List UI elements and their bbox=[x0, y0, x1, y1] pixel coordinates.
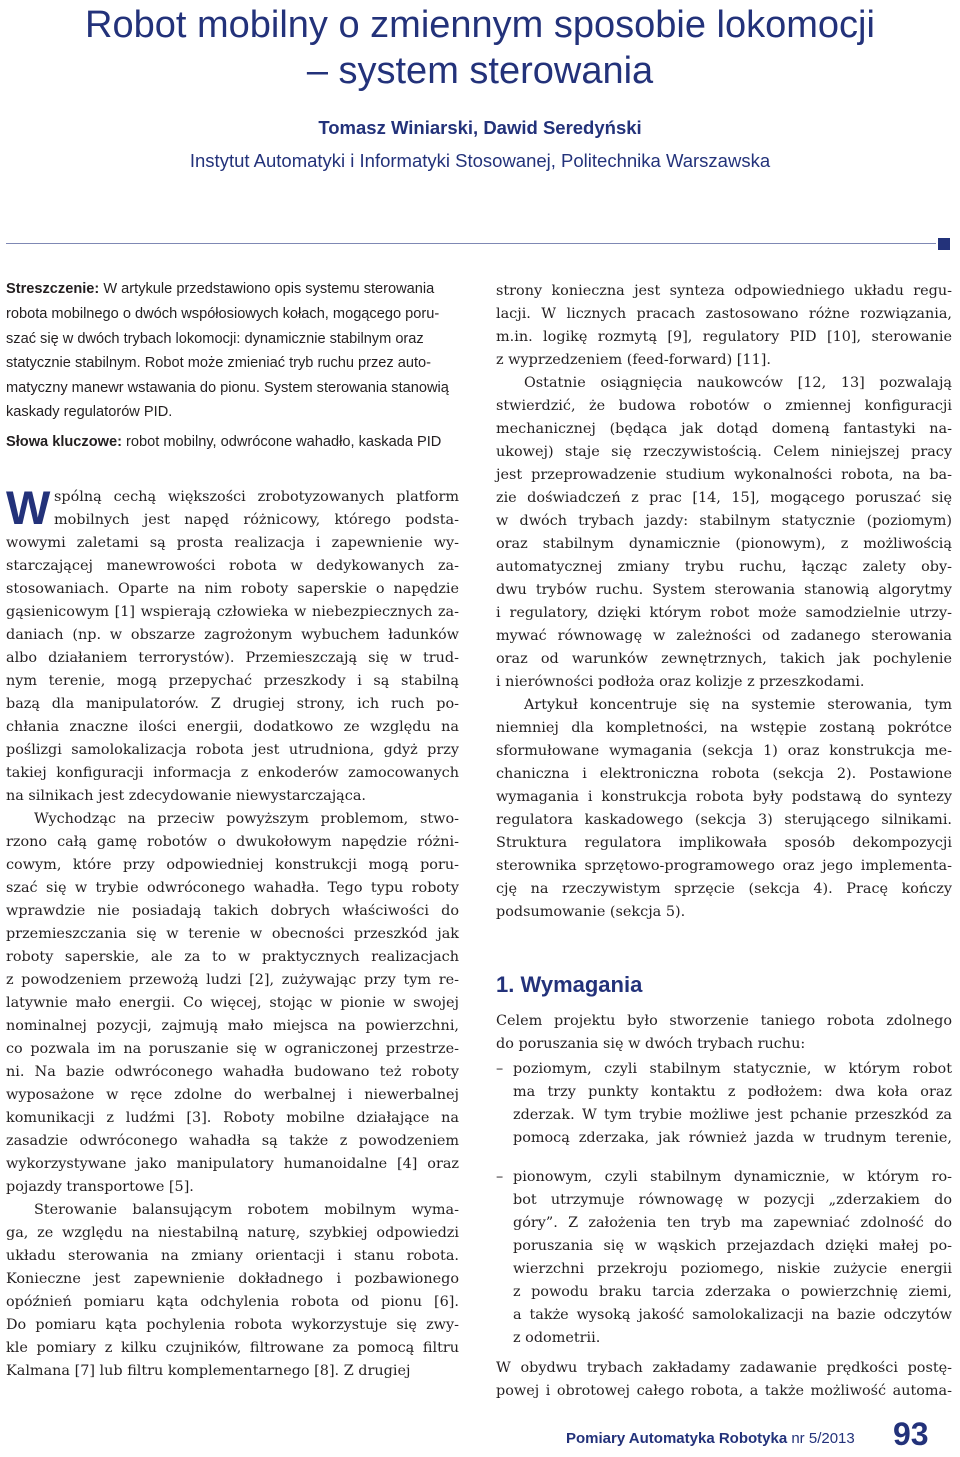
text-line: Wychodząc na przeciw powyższym problemom, stwo- bbox=[34, 811, 459, 827]
header-divider bbox=[6, 243, 936, 244]
text-line: wymagania i konstrukcja robota były podstawą do syntezy bbox=[496, 789, 952, 805]
text-line: bot utrzymuje równowagę w pozycji „zderzakiem do bbox=[513, 1192, 952, 1208]
text-line: kle pomiary z kilku czujników, filtrowane za pomocą filtru bbox=[6, 1340, 459, 1356]
text-line: cję na rzeczywistym sprzęcie (sekcja 4). Pracę kończy bbox=[496, 881, 952, 897]
text-line: stosowaniach. Oparte na nim roboty saperskie o napędzie bbox=[6, 581, 459, 597]
text-line: jest przeprowadzenie studium wykonalności robota, na ba- bbox=[496, 467, 952, 483]
text-line: poziomym, czyli stabilnym statycznie, w którym robot bbox=[513, 1061, 952, 1077]
keywords-label: Słowa kluczowe: bbox=[6, 434, 122, 450]
text-line: latywnie mało energii. Co więcej, stojąc w pionie w swojej bbox=[6, 995, 459, 1011]
text-line: chłania znaczne ilości energii, dodatkowo ze względu na bbox=[6, 719, 459, 735]
keywords bbox=[6, 434, 441, 450]
text-line: z powodzeniem przewożą ludzi [2], zużywając przy tym re- bbox=[6, 972, 459, 988]
text-line: roboty saperskie, ale za to w praktycznych realizacjach bbox=[6, 949, 459, 965]
journal-footer bbox=[566, 1430, 855, 1447]
text-line: wowymi zaletami są prosta realizacja i zapewnienie wy- bbox=[6, 535, 459, 551]
institution: Instytut Automatyki i Informatyki Stosowanej, Politechnika Warszawska bbox=[189, 150, 771, 171]
drop-cap: W bbox=[6, 481, 51, 534]
abstract-line: statycznie stabilnym. Robot może zmieniać tryb ruchu przez auto- bbox=[6, 355, 432, 371]
journal-issue: nr 5/2013 bbox=[791, 1430, 855, 1447]
text-line: z wyprzedzeniem (feed-forward) [11]. bbox=[496, 352, 771, 368]
text-line: spólną cechą większości zrobotyzowanych platform bbox=[54, 489, 459, 505]
abstract-line: matyczny manewr wstawania do pionu. System sterowania stanowią bbox=[6, 380, 449, 396]
bullet-dash: – bbox=[496, 1061, 504, 1077]
text-line: powej i obrotowej całego robota, a także możliwość automa- bbox=[496, 1383, 952, 1399]
text-line: pionowym, czyli stabilnym dynamicznie, w którym ro- bbox=[513, 1169, 952, 1185]
text-line: wprawdzie nie posiadają takich dobrych właściwości do bbox=[6, 903, 459, 919]
text-line: zderzak. W tym trybie możliwe jest pchanie przeszkód za bbox=[513, 1107, 952, 1123]
text-line: Konieczne jest zapewnienie dokładnego i pozbawionego bbox=[6, 1271, 459, 1287]
divider-square-icon bbox=[938, 238, 950, 250]
text-line: ni. Na bazie odwróconego wahadła budowano też roboty bbox=[6, 1064, 459, 1080]
text-line: pomocą zderzaka, jak również jazda w trudnym terenie, bbox=[513, 1130, 952, 1146]
text-line: bazą dla manipulatorów. Z drugiej strony, ich ruch po- bbox=[6, 696, 459, 712]
text-line: przemieszczania się w terenie w obecności przeszkód jak bbox=[6, 926, 459, 942]
text-line: ukowej) staje się rzeczywistością. Celem niniejszej pracy bbox=[496, 444, 952, 460]
text-line: nym terenie, mogą przepychać przeszkody i są stabilną bbox=[6, 673, 459, 689]
text-line: i regulatory, dzięki którym robot może samodzielnie utrzy- bbox=[496, 605, 952, 621]
abstract-line: robota mobilnego o dwóch współosiowych kołach, mogącego poru- bbox=[6, 306, 440, 322]
text-line: Artykuł koncentruje się na systemie sterowania, tym bbox=[524, 697, 952, 713]
text-line: zie doświadczeń z prac [14, 15], mogącego poruszać się bbox=[496, 490, 952, 506]
text-line: oraz od warunków zewnętrznych, takich jak pochylenie bbox=[496, 651, 952, 667]
text-line: lacji. W licznych pracach zastosowano różne rozwiązania, bbox=[496, 306, 952, 322]
text-line: Kalmana [7] lub filtru komplementarnego [8]. Z drugiej bbox=[6, 1363, 411, 1379]
page-number: 93 bbox=[893, 1416, 929, 1452]
text-line: pojazdy transportowe [5]. bbox=[6, 1179, 194, 1195]
text-line: mechanicznej (będąca jak dotąd domeną fantastyki na- bbox=[496, 421, 952, 437]
text-line: poruszania się w wąskich przejazdach dzięki małej po- bbox=[513, 1238, 952, 1254]
paper-title bbox=[0, 2, 960, 94]
section-heading: 1. Wymagania bbox=[496, 972, 643, 997]
text-line: daniach (np. w obszarze zagrożonym wybuchem ładunków bbox=[6, 627, 459, 643]
text-line: i nierówności podłoża oraz kolizje z przeszkodami. bbox=[496, 674, 865, 690]
text-line: ma trzy punkty kontaktu z podłożem: dwa koła oraz bbox=[513, 1084, 952, 1100]
text-line: W obydwu trybach zakładamy zadawanie prędkości postę- bbox=[496, 1360, 952, 1376]
text-line: wyposażone w ręce zdolne do werbalnej i niewerbalnej bbox=[6, 1087, 459, 1103]
text-line: wykorzystywane jako manipulatory humanoidalne [4] oraz bbox=[6, 1156, 459, 1172]
abstract-label: Streszczenie: bbox=[6, 281, 100, 297]
text-line: rzono całą gamę robotów o dwukołowym napędzie różni- bbox=[6, 834, 459, 850]
text-line: takiej konfiguracji informacja z enkoderów zamocowanych bbox=[6, 765, 459, 781]
keywords-text: robot mobilny, odwrócone wahadło, kaskada PID bbox=[126, 434, 442, 450]
abstract-line: kaskady regulatorów PID. bbox=[6, 404, 173, 420]
text-line: chaniczna i elektroniczna robota (sekcja 2). Postawione bbox=[496, 766, 952, 782]
text-line: m.in. logikę rozmytą [9], regulatory PID [10], sterowanie bbox=[496, 329, 952, 345]
abstract-line: Streszczenie: W artykule przedstawiono opis systemu sterowania bbox=[6, 281, 435, 297]
text-line: oraz stabilnym dynamicznie (pionowym), z możliwością bbox=[496, 536, 952, 552]
text-line: gąsienicowym [1] wspierają człowieka w niebezpiecznych za- bbox=[6, 604, 459, 620]
text-line: zasadzie odwróconego wahadła są także z powodzeniem bbox=[6, 1133, 459, 1149]
text-line: Struktura regulatora implikowała sposób dekompozycji bbox=[496, 835, 952, 851]
text-line: Ostatnie osiągnięcia naukowców [12, 13] pozwalają bbox=[524, 375, 952, 391]
text-line: cowym, które przy odpowiedniej konstrukcji mogą poru- bbox=[6, 857, 459, 873]
text-line: albo działaniem terrorystów). Przemieszczają się w trud- bbox=[6, 650, 459, 666]
text-line: mobilnych jest napęd różnicowy, którego podsta- bbox=[54, 512, 459, 528]
text-line: a także wysoką jakość samolokalizacji na bazie odczytów bbox=[513, 1307, 952, 1323]
text-line: szać się w trybie odwróconego wahadła. Tego typu roboty bbox=[6, 880, 459, 896]
text-line: sformułowane wymagania (sekcja 1) oraz konstrukcja me- bbox=[496, 743, 952, 759]
text-line: wierzchni przekroju poziomego, niskie zużycie energii bbox=[513, 1261, 952, 1277]
text-line: opóźnień pomiaru kąta odchylenia robota od pionu [6]. bbox=[6, 1294, 459, 1310]
abstract-line: szać się w dwóch trybach lokomocji: dynamicznie stabilnym oraz bbox=[6, 331, 424, 347]
text-line: do poruszania się w dwóch trybach ruchu: bbox=[496, 1036, 806, 1052]
text-line: Do pomiaru kąta pochylenia robota wykorzystuje się zwy- bbox=[6, 1317, 459, 1333]
text-line: stwierdzić, że budowa robotów o zmiennej konfiguracji bbox=[496, 398, 952, 414]
bullet-dash: – bbox=[496, 1169, 504, 1185]
authors: Tomasz Winiarski, Dawid Seredyński bbox=[318, 117, 642, 138]
text-line: automatycznej zmiany trybu ruchu, łącząc zalety oby- bbox=[496, 559, 952, 575]
text-line: co pozwala im na poruszanie się w ograniczonej przestrze- bbox=[6, 1041, 459, 1057]
text-line: z odometrii. bbox=[513, 1330, 601, 1346]
text-line: mywać równowagę w zależności od zadanego sterowania bbox=[496, 628, 952, 644]
text-line: regulatora kaskadowego (sekcja 3) sterującego silnikami. bbox=[496, 812, 952, 828]
journal-name: Pomiary Automatyka Robotyka bbox=[566, 1430, 788, 1447]
text-line: Celem projektu było stworzenie taniego robota zdolnego bbox=[496, 1013, 952, 1029]
text-line: niemniej dla kompletności, na wstępie zostaną pokrótce bbox=[496, 720, 952, 736]
text-line: z powodu braku tarcia zderzaka o powierzchnię ziemi, bbox=[513, 1284, 952, 1300]
text-line: w dwóch trybach jazdy: stabilnym statycznie (poziomym) bbox=[496, 513, 952, 529]
text-line: dwu trybów ruchu. System sterowania stanowią algorytmy bbox=[496, 582, 952, 598]
title-line-2: – system sterowania bbox=[306, 50, 654, 92]
text-line: podsumowanie (sekcja 5). bbox=[496, 904, 686, 920]
text-line: sterownika sprzętowo-programowego oraz jego implementa- bbox=[496, 858, 952, 874]
title-line-1: Robot mobilny o zmiennym sposobie lokomocji bbox=[85, 4, 875, 46]
text-line: góry”. Z założenia ten tryb ma zapewniać zdolność do bbox=[513, 1215, 952, 1231]
text-line: komunikacji z ludźmi [3]. Roboty mobilne działające na bbox=[6, 1110, 459, 1126]
text-line: starczającej manewrowości robota w dedykowanych za- bbox=[6, 558, 459, 574]
text-line: nominalnej pozycji, zajmują mało miejsca na powierzchni, bbox=[6, 1018, 459, 1034]
text-line: Sterowanie balansującym robotem mobilnym wyma- bbox=[34, 1202, 459, 1218]
text-line: na silnikach jest zdecydowanie niewystarczająca. bbox=[6, 788, 366, 804]
text-line: układu sterowania na zmiany orientacji i stanu robota. bbox=[6, 1248, 459, 1264]
text-line: strony konieczna jest synteza odpowiedniego układu regu- bbox=[496, 283, 952, 299]
text-line: poślizgi samolokalizacja robota jest utrudniona, gdyż przy bbox=[6, 742, 459, 758]
text-line: ga, ze względu na niestabilną naturę, szybkiej odpowiedzi bbox=[6, 1225, 459, 1241]
